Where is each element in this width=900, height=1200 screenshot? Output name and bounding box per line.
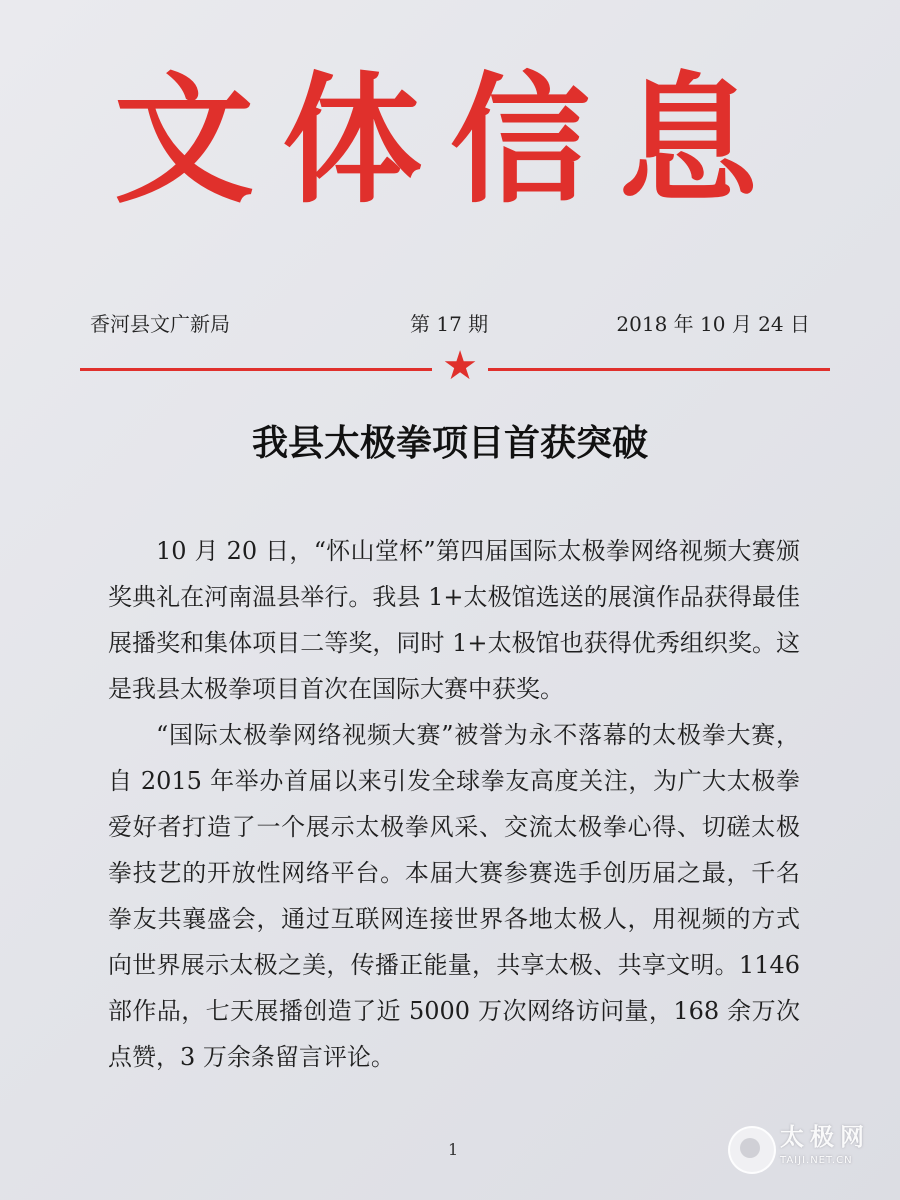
article-paragraph: “国际太极拳网络视频大赛”被誉为永不落幕的太极拳大赛，自 2015 年举办首届以来引发全球拳友高度关注，为广大太极拳爱好者打造了一个展示太极拳风采、交流太极拳心得、切磋太极拳技艺的开放性网络平台。本届大赛参赛选手创历届之最，千名拳友共襄盛会，通过互联网连接世界各地太极人，用视频的方式向世界展示太极之美，传播正能量，共享太极、共享文明。1146 部作品，七天展播创造了近 5000 万次网络访问量，168 余万次点赞，3 万余条留言评论。 xyxy=(108,721,800,1071)
star-icon: ★ xyxy=(442,343,478,389)
issue-date: 2018 年 10 月 24 日 xyxy=(616,312,810,336)
masthead-title: 文体信息 xyxy=(113,60,786,223)
divider-rule-left xyxy=(80,368,432,371)
watermark-url: TAIJI.NET.CN xyxy=(780,1155,853,1166)
article-paragraph: 10 月 20 日，“怀山堂杯”第四届国际太极拳网络视频大赛颁奖典礼在河南温县举行。我县 1+太极馆选送的展演作品获得最佳展播奖和集体项目二等奖，同时 1+太极馆也获得优秀组织奖。这是我县太极拳项目首次在国际大赛中获奖。 xyxy=(108,537,800,703)
watermark-title: 太极网 xyxy=(780,1123,870,1151)
article-headline: 我县太极拳项目首获突破 xyxy=(251,423,648,464)
issue-number: 第 17 期 xyxy=(410,312,489,336)
issuing-organization: 香河县文广新局 xyxy=(90,312,230,336)
article-body xyxy=(108,528,800,1080)
taiji-logo-icon xyxy=(728,1126,776,1174)
page-number: 1 xyxy=(448,1140,459,1159)
site-watermark xyxy=(728,1122,878,1178)
divider-rule-right xyxy=(488,368,830,371)
